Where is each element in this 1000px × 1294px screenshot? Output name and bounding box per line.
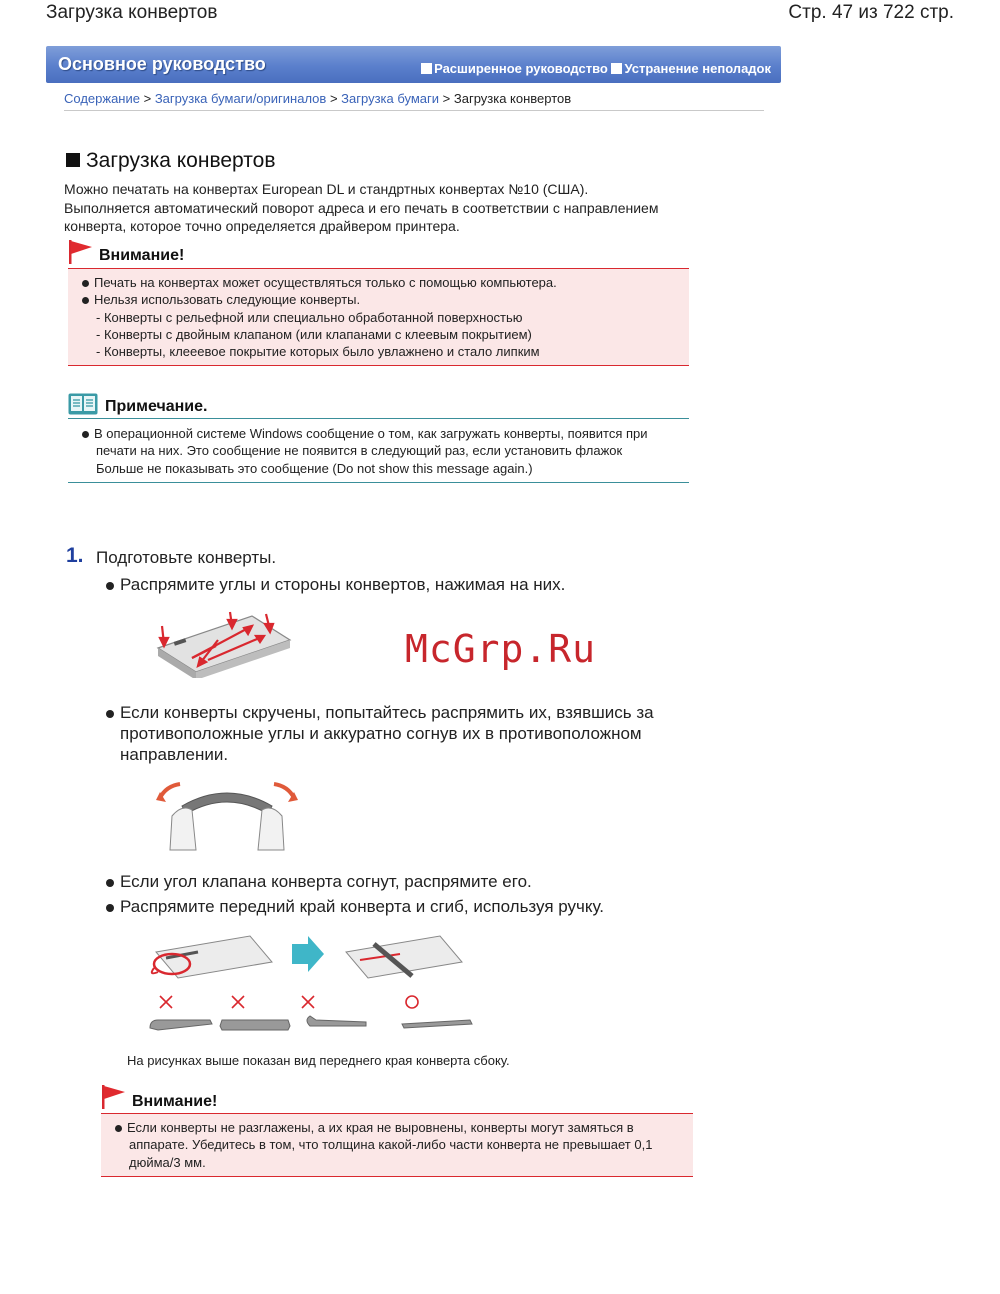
page-counter: Стр. 47 из 722 стр. (788, 2, 954, 23)
step-bullet (104, 702, 654, 765)
note-line: Больше не показывать это сообщение (Do not show this message again.) (96, 460, 533, 476)
breadcrumb-contents[interactable]: Содержание (64, 91, 140, 106)
watermark-text: McGrp.Ru (405, 627, 597, 671)
breadcrumb-separator: > (143, 91, 152, 106)
intro-paragraph (64, 180, 714, 236)
step-bullet-line: противоположные углы и аккуратно согнув их в противоположном (120, 724, 642, 743)
breadcrumb (64, 91, 764, 111)
breadcrumb-separator: > (442, 91, 451, 106)
caution-flag-icon (101, 1085, 127, 1109)
troubleshooting-link[interactable]: Устранение неполадок (624, 61, 771, 76)
caution-sub-item: - Конверты, клееевое покрытие которых было увлажнено и стало липким (96, 344, 540, 360)
caution-label: Внимание! (132, 1093, 218, 1110)
advanced-guide-link[interactable]: Расширенное руководство (434, 61, 608, 76)
caution-flag-icon (68, 240, 94, 264)
note-line: печати на них. Это сообщение не появится в следующий раз, если установить флажок (96, 443, 623, 459)
intro-line: конверта, которое точно определяется драйвером принтера. (64, 218, 460, 234)
step-number: 1. (66, 544, 84, 567)
caution-bullet: Печать на конвертах может осуществляться только с помощью компьютера. (68, 274, 689, 291)
intro-line: Можно печатать на конвертах European DL и стандртных конвертах №10 (США). (64, 181, 589, 197)
caution-box (68, 268, 689, 366)
caution-line: Если конверты не разглажены, а их края не выровнены, конверты могут замяться в (101, 1119, 693, 1136)
caution-line: аппарате. Убедитесь в том, что толщина какой-либо части конверта не превышает 0,1 (129, 1137, 653, 1153)
square-icon (611, 63, 622, 74)
breadcrumb-loading-paper[interactable]: Загрузка бумаги (341, 91, 440, 106)
banner-title: Основное руководство (58, 54, 266, 74)
caution-line: дюйма/3 мм. (129, 1154, 206, 1170)
step-bullet-line: направлении. (120, 745, 229, 764)
breadcrumb-current: Загрузка конвертов (453, 91, 572, 106)
document-title: Загрузка конвертов (46, 2, 218, 23)
step-bullet: Распрямите передний край конверта и сгиб, используя ручку. (104, 896, 604, 917)
envelope-flatten-illustration (152, 610, 294, 678)
caution-sub-item: - Конверты с рельефной или специально обработанной поверхностью (96, 309, 523, 325)
page-heading (66, 149, 276, 173)
step-bullet-line: Если конверты скручены, попытайтесь распрямить их, взявшись за (120, 703, 654, 722)
caution-label: Внимание! (99, 247, 185, 264)
note-label: Примечание. (105, 398, 208, 415)
intro-line: Выполняется автоматический поворот адреса и его печать в соответствии с направлением (64, 199, 659, 216)
step-text: Подготовьте конверты. (96, 548, 277, 567)
caution-bullet: Нельзя использовать следующие конверты. (68, 291, 689, 308)
guide-banner (46, 46, 781, 83)
step-bullet: Распрямите углы и стороны конвертов, нажимая на них. (104, 574, 565, 595)
breadcrumb-separator: > (329, 91, 338, 106)
figure-caption: На рисунках выше показан вид переднего края конверта сбоку. (127, 1053, 510, 1068)
breadcrumb-loading-paper-originals[interactable]: Загрузка бумаги/оригиналов (154, 91, 327, 106)
note-line: В операционной системе Windows сообщение о том, как загружать конверты, появится при (68, 425, 689, 442)
book-icon (68, 393, 98, 415)
page-heading-text: Загрузка конвертов (86, 149, 276, 172)
caution-box (101, 1113, 693, 1177)
envelope-edge-illustration (140, 932, 480, 1042)
envelope-bend-illustration (152, 776, 302, 852)
square-icon (66, 153, 80, 167)
square-icon (421, 63, 432, 74)
step-bullet: Если угол клапана конверта согнут, распрямите его. (104, 871, 532, 892)
caution-sub-item: - Конверты с двойным клапаном (или клапанами с клеевым покрытием) (96, 326, 532, 342)
note-box (68, 418, 689, 483)
banner-links (421, 61, 771, 76)
